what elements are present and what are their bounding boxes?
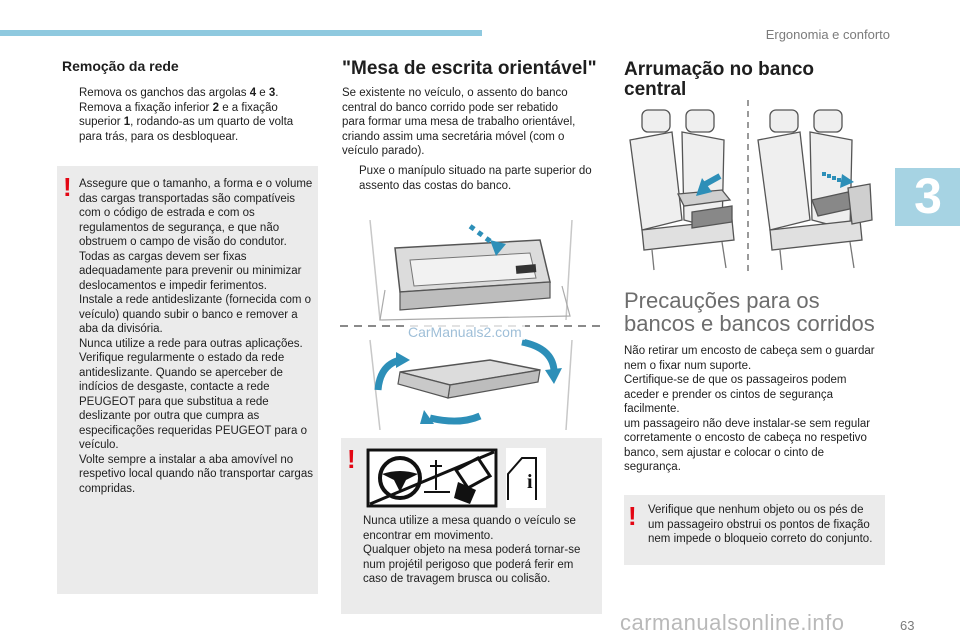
bullet-text: Remova os ganchos das argolas xyxy=(79,87,250,99)
no-use-while-driving-pictogram xyxy=(366,448,546,508)
part-reference-number: 4 xyxy=(249,87,257,99)
warning-icon: ! xyxy=(347,444,356,474)
header-accent-bar xyxy=(0,30,482,36)
warning-text-cargo: Assegure que o tamanho, a forma e o volume das cargas transportadas são compatíveis com o código de estrada e com os regulamentos de segurança, e que não obstruem o campo de visão do condutor. Todas as cargas devem ser fixas adequadamente para prevenir ou minimizar deslocamentos e impedir ferimentos. Instale a rede antideslizante (fornecida com o veículo) quando subir o banco e remover a aba da divisória. Nunca utilize a rede para outras aplicações. Verifique regularmente o estado da rede antideslizante. Quando se aperceber de indícios de desgaste, contacte a rede PEUGEOT para que substitua a rede deslizante por outra que cumpra as especificações requeridas PEUGEOT para o veículo. Volte sempre a instalar a aba amovível no respetivo local quando não transportar cargas compridas. xyxy=(79,178,313,495)
warning-text-table: Nunca utilize a mesa quando o veículo se encontrar em movimento. Qualquer objeto na mesa poderá tornar-se num projétil perigoso que poderá ferir em caso de travagem brusca ou colisão. xyxy=(363,515,581,585)
writing-table-step: Puxe o manípulo situado na parte superior do assento das costas do banco. xyxy=(359,165,592,192)
warning-text-fixing-points: Verifique que nenhum objeto ou os pés de um passageiro obstrui os pontos de fixação nem impede o bloqueio correto do conjunto. xyxy=(648,504,873,545)
watermark-footer: carmanualsonline.info xyxy=(620,610,845,635)
central-seat-storage-illustration xyxy=(622,100,884,280)
section-title-precautions: Precauções para os bancos e bancos corridos xyxy=(624,288,875,336)
net-removal-steps xyxy=(62,86,302,144)
part-reference-number: 2 xyxy=(212,101,219,114)
bullet-text: e a fixação superior xyxy=(79,101,278,128)
bullet-text: . xyxy=(275,87,279,99)
part-reference-number: 1 xyxy=(123,116,131,128)
chapter-header-title: Ergonomia e conforto xyxy=(765,27,890,42)
list-item xyxy=(342,164,599,193)
watermark-carmanuals: CarManuals2.com xyxy=(405,324,525,340)
warning-icon: ! xyxy=(628,501,637,531)
warning-icon: ! xyxy=(63,172,72,202)
svg-text:i: i xyxy=(527,471,533,493)
bullet-text: e xyxy=(256,87,269,99)
part-reference-number: 3 xyxy=(268,87,276,99)
bullet-text: , rodando-as um quarto de volta para trás, para os desbloquear. xyxy=(79,116,294,143)
bullet-text: Remova a fixação inferior xyxy=(79,101,213,114)
section-title-writing-table: "Mesa de escrita orientável" xyxy=(342,58,597,79)
page-number: 63 xyxy=(900,618,915,633)
section-title-central-seat-storage: Arrumação no banco central xyxy=(624,59,815,100)
list-item xyxy=(62,86,302,101)
list-item xyxy=(62,101,302,145)
section-title-net-removal: Remoção da rede xyxy=(62,58,179,74)
chapter-number: 3 xyxy=(914,168,942,224)
precautions-text: Não retirar um encosto de cabeça sem o guardar nem o fixar num suporte. Certifique-se de que os passageiros podem aceder e prender os cintos de segurança facilmente. um passageiro não deve instalar-se sem regular corretamente o encosto de cabeça no respetivo banco, sem ajustar e colocar o cinto de segurança. xyxy=(624,345,875,473)
writing-table-intro: Se existente no veículo, o assento do banco central do banco corrido pode ser rebatido para formar uma mesa de trabalho orientável, criando assim uma secretária móvel (com o veículo parado). xyxy=(342,87,576,157)
